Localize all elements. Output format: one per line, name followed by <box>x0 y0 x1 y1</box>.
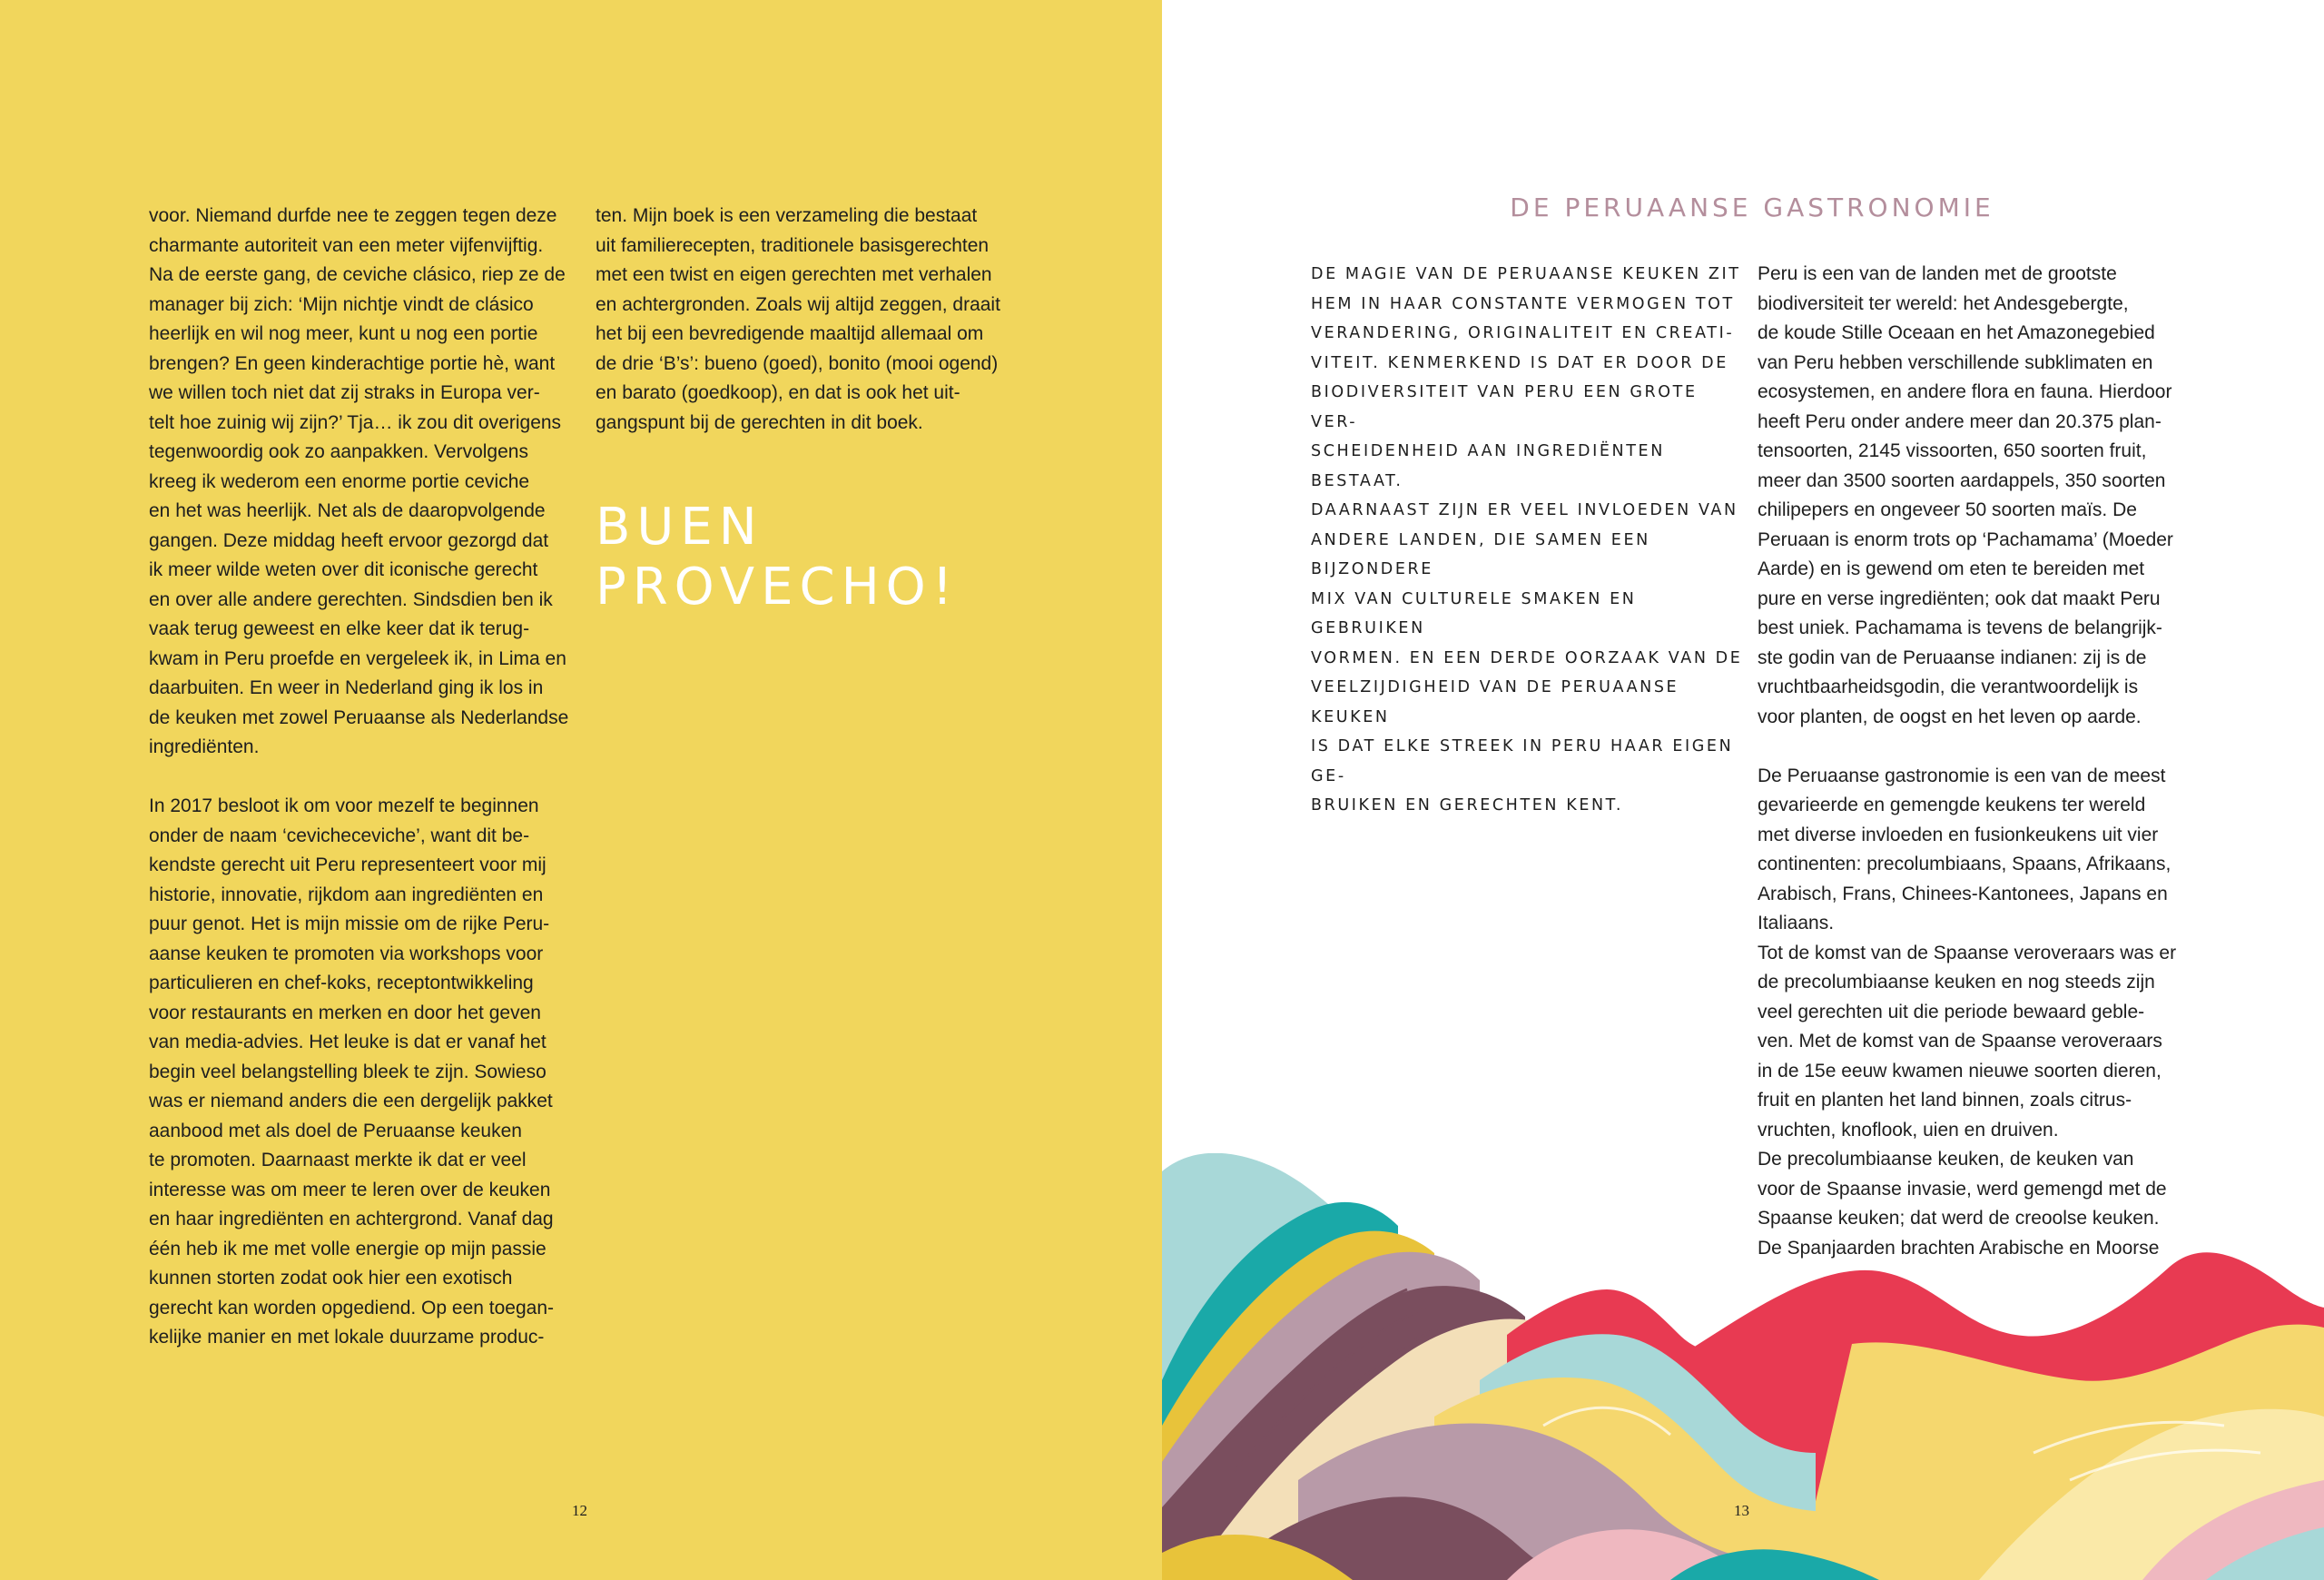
right-paragraph-2: De Peruaanse gastronomie is een van de meest gevarieerde en gemengde keukens ter wereld met diverse invloeden en fusionkeukens uit vier continenten: precolumbiaans, Spaans, Afrikaans, Arabisch, Frans, Chinees-Kantonees, Japans en Italiaans. Tot de komst van de Spaanse veroveraars was er de precolumbiaanse keuken en nog steeds zijn veel gerechten uit die periode bewaard geble- ven. Met de komst van de Spaanse veroveraars in de 15e eeuw kwamen nieuwe soorten dieren, fruit en planten het land binnen, zoals citrus- vruchten, knoflook, uien en druiven. De precolumbiaanse keuken, de keuken van voor de Spaanse invasie, werd gemengd met de Spaanse keuken; dat werd de creoolse keuken. De Spanjaarden brachten Arabische en Moorse <box>1758 765 2177 1259</box>
section-title: DE PERUAANSE GASTRONOMIE <box>1510 193 1994 222</box>
right-column-2 <box>1758 260 2193 1263</box>
right-page <box>1162 0 2324 1580</box>
page-number-left: 12 <box>572 1502 587 1519</box>
page-number-right: 13 <box>1734 1502 1749 1519</box>
left-paragraph-2: In 2017 besloot ik om voor mezelf te beginnen onder de naam ‘cevicheceviche’, want dit be- kendste gerecht uit Peru representeert voor mij historie, innovatie, rijkdom aan ingrediënten en puur genot. Het is mijn missie om de rijke Peru- aanse keuken te promoten via workshops voor particulieren en chef-koks, receptontwikkeling voor restaurants en merken en door het geven van media-advies. Het leuke is dat er vanaf het begin veel belangstelling bleek te zijn. Sowieso was er niemand anders die een dergelijk pakket aanbood met als doel de Peruaanse keuken te promoten. Daarnaast merkte ik dat er veel interesse was om meer te leren over de keuken en haar ingrediënten en achtergrond. Vanaf dag één heb ik me met volle energie op mijn passie kunnen storten zodat ook hier een exotisch gerecht kan worden opgediend. Op een toegan- kelijke manier en met lokale duurzame produc- <box>149 795 554 1348</box>
right-paragraph-1: Peru is een van de landen met de grootste biodiversiteit ter wereld: het Andesgebergte, de koude Stille Oceaan en het Amazonegebied van Peru hebben verschillende subklimaten en ecosystemen, en andere flora en fauna. Hierdoor heeft Peru onder andere meer dan 20.375 plan- tensoorten, 2145 vissoorten, 650 soorten fruit, meer dan 3500 soorten aardappels, 350 soorten chilipepers en ongeveer 50 soorten maïs. De Peruaan is enorm trots op ‘Pachamama’ (Moeder Aarde) en is gewend om eten te bereiden met pure en verse ingrediënten; ook dat maakt Peru best uniek. Pachamama is tevens de belangrijk- ste godin van de Peruaanse indianen: zij is de vruchtbaarheidsgodin, die verantwoordelijk is voor planten, de oogst en het leven op aarde. <box>1758 263 2173 727</box>
intro-paragraph: DE MAGIE VAN DE PERUAANSE KEUKEN ZIT HEM IN HAAR CONSTANTE VERMOGEN TOT VERANDERING, ORIGINALITEIT EN CREATI- VITEIT. KENMERKEND IS DAT ER DOOR DE BIODIVERSITEIT VAN PERU EEN GROTE VER- SCHEIDENHEID AAN INGREDIËNTEN BESTAAT. DAARNAAST ZIJN ER VEEL INVLOEDEN VAN ANDERE LANDEN, DIE SAMEN EEN BIJZONDERE MIX VAN CULTURELE SMAKEN EN GEBRUIKEN VORMEN. EN EEN DERDE OORZAAK VAN DE VEELZIJDIGHEID VAN DE PERUAANSE KEUKEN IS DAT ELKE STREEK IN PERU HAAR EIGEN GE- BRUIKEN EN GERECHTEN KENT. <box>1311 265 1743 815</box>
headline-buen-provecho: BUEN PROVECHO! <box>596 498 960 617</box>
left-column-2 <box>596 202 1020 438</box>
left-paragraph-1: voor. Niemand durfde nee te zeggen tegen deze charmante autoriteit van een meter vijfenvijftig. Na de eerste gang, de ceviche clásico, riep ze de manager bij zich: ‘Mijn nichtje vindt de clásico heerlijk en wil nog meer, kunt u nog een portie brengen? En geen kinderachtige portie hè, want we willen toch niet dat zij straks in Europa ver- telt hoe zuinig wij zijn?’ Tja… ik zou dit overigens tegenwoordig ook zo aanpakken. Vervolgens kreeg ik wederom een enorme portie ceviche en het was heerlijk. Net als de daaropvolgende gangen. Deze middag heeft ervoor gezorgd dat ik meer wilde weten over dit iconische gerecht en over alle andere gerechten. Sindsdien ben ik vaak terug geweest en elke keer dat ik terug- kwam in Peru proefde en vergeleek ik, in Lima en daarbuiten. En weer in Nederland ging ik los in de keuken met zowel Peruaanse als Nederlandse ingrediënten. <box>149 205 569 757</box>
left-paragraph-3: ten. Mijn boek is een verzameling die bestaat uit familierecepten, traditionele basisgerechten met een twist en eigen gerechten met verhalen en achtergronden. Zoals wij altijd zeggen, draait het bij een bevredigende maaltijd allemaal om de drie ‘B’s’: bueno (goed), bonito (mooi ogend) en barato (goedkoop), en dat is ook het uit- gangspunt bij de gerechten in dit boek. <box>596 205 1000 433</box>
left-column-1 <box>149 202 572 1353</box>
